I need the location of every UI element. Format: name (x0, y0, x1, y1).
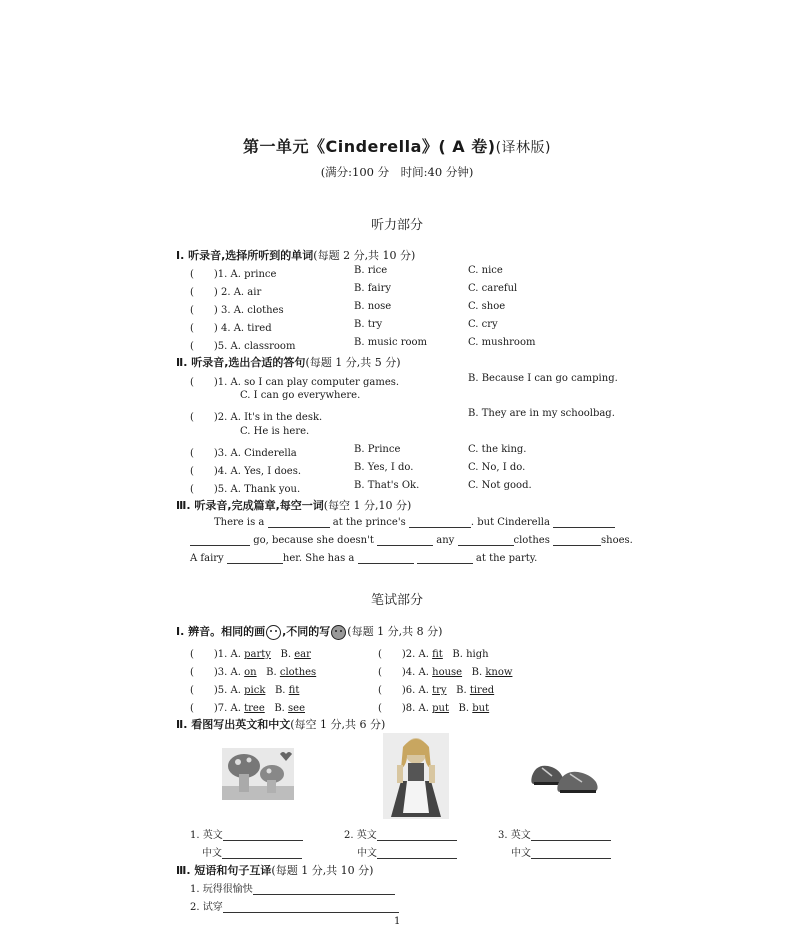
l3-text: her. She has a (282, 553, 355, 564)
shoes-picture (528, 756, 602, 796)
page-title (0, 134, 794, 157)
answer-line[interactable] (377, 846, 457, 859)
w1-q6 (378, 681, 494, 696)
l2-q2: ( )2. A. It's in the desk. (190, 412, 323, 423)
mushroom-picture (222, 748, 294, 800)
smiley-face-icon (266, 625, 281, 640)
w2-cn-label: 中文 (357, 848, 377, 859)
l2-q3-c: C. the king. (468, 444, 527, 455)
l2-q4: ( )4. A. Yes, I does. (190, 466, 302, 477)
w2-en-label: 1. 英文 (190, 830, 223, 841)
w1-heading-text2: ,不同的写 (282, 625, 331, 638)
w1-b-label: B. (458, 703, 470, 714)
w1-q3 (190, 663, 316, 678)
answer-blank[interactable] (553, 534, 601, 546)
w3-item-text: 1. 玩得很愉快 (190, 884, 253, 895)
l1-q4-b: B. try (354, 319, 383, 330)
answer-blank[interactable] (268, 516, 330, 528)
w2-heading (176, 716, 385, 732)
l1-q1: ( )1. A. prince (190, 269, 277, 280)
w1-heading (176, 623, 442, 640)
w2-en-label: 3. 英文 (498, 830, 531, 841)
w1-word-a: party (244, 649, 271, 660)
w1-word-b: see (288, 703, 305, 714)
w1-b-label: B. (452, 649, 463, 660)
answer-line[interactable] (531, 828, 611, 841)
answer-line[interactable] (223, 828, 303, 841)
w2-cn2-row (357, 844, 457, 859)
l2-q2-b: B. They are in my schoolbag. (468, 408, 615, 419)
answer-blank[interactable] (553, 516, 615, 528)
l3-text: any (436, 535, 455, 546)
title-edition: (译林版) (495, 140, 552, 156)
answer-blank[interactable] (417, 552, 473, 564)
w1-word-b: but (472, 703, 490, 714)
girl-picture (383, 733, 449, 819)
l2-q5-c: C. Not good. (468, 480, 532, 491)
w1-q1 (190, 645, 311, 660)
w1-note: (每题 1 分,共 8 分) (347, 625, 443, 638)
w1-q-num: ( )5. A. (190, 685, 241, 696)
w1-q-num: ( )7. A. (190, 703, 241, 714)
l1-q5-c: C. mushroom (468, 337, 536, 348)
w1-q-num: ( )6. A. (378, 685, 429, 696)
w1-word-a: fit (432, 649, 443, 660)
l1-q4: ( ) 4. A. tired (190, 323, 272, 334)
page-number: 1 (394, 916, 401, 927)
l2-q3: ( )3. A. Cinderella (190, 448, 297, 459)
l3-heading-text: Ⅲ. 听录音,完成篇章,每空一词 (176, 499, 324, 512)
w1-q-num: ( )3. A. (190, 667, 241, 678)
w3-item-text: 2. 试穿 (190, 902, 223, 913)
l3-text: A fairy (190, 553, 224, 564)
w1-word-b: fit (288, 685, 300, 696)
l1-q3-c: C. shoe (468, 301, 506, 312)
l1-q3-b: B. nose (354, 301, 392, 312)
w3-note: (每题 1 分,共 10 分) (271, 864, 374, 877)
w1-q7 (190, 699, 305, 714)
l3-text: shoes. (601, 535, 633, 546)
answer-line[interactable] (531, 846, 611, 859)
w2-cn1-row (202, 844, 302, 859)
w1-q-num: ( )4. A. (378, 667, 429, 678)
answer-line[interactable] (222, 846, 302, 859)
l1-q3: ( ) 3. A. clothes (190, 305, 284, 316)
l3-text: at the prince's (332, 517, 406, 528)
answer-blank[interactable] (377, 534, 433, 546)
l1-q1-b: B. rice (354, 265, 388, 276)
l2-q2-c: C. He is here. (240, 426, 310, 437)
l2-q3-b: B. Prince (354, 444, 401, 455)
w1-q4 (378, 663, 512, 678)
l1-heading-text: Ⅰ. 听录音,选择所听到的单词 (176, 249, 314, 262)
l3-note: (每空 1 分,10 分) (323, 499, 412, 512)
l1-q4-c: C. cry (468, 319, 498, 330)
w1-q-num: ( )1. A. (190, 649, 241, 660)
l3-heading (176, 497, 411, 513)
l1-q2-c: C. careful (468, 283, 518, 294)
w1-word-b: know (485, 667, 513, 678)
w1-b-label: B. (266, 667, 277, 678)
answer-blank[interactable] (358, 552, 414, 564)
w1-word-b: ear (294, 649, 311, 660)
l2-q5: ( )5. A. Thank you. (190, 484, 301, 495)
l3-line3 (190, 552, 537, 564)
l2-q4-c: C. No, I do. (468, 462, 526, 473)
w1-word-a: try (432, 685, 447, 696)
w3-item1 (190, 880, 395, 895)
w1-word-b: clothes (279, 667, 317, 678)
l3-text: at the party. (475, 553, 538, 564)
w1-word-b: high (466, 649, 489, 660)
w2-cn-label: 中文 (202, 848, 222, 859)
w1-word-a: on (244, 667, 257, 678)
answer-blank[interactable] (190, 534, 250, 546)
l1-q2: ( ) 2. A. air (190, 287, 262, 298)
answer-line[interactable] (253, 882, 395, 895)
l1-q5-b: B. music room (354, 337, 428, 348)
w1-b-label: B. (274, 703, 285, 714)
l1-q1-c: C. nice (468, 265, 503, 276)
l2-heading-text: Ⅱ. 听录音,选出合适的答句 (176, 356, 306, 369)
answer-line[interactable] (223, 900, 399, 913)
l1-q2-b: B. fairy (354, 283, 391, 294)
answer-blank[interactable] (409, 516, 471, 528)
answer-blank[interactable] (227, 552, 283, 564)
w1-q-num: ( )2. A. (378, 649, 429, 660)
l2-q1-c: C. I can go everywhere. (240, 390, 361, 401)
w1-b-label: B. (280, 649, 292, 660)
l3-text: There is a (214, 517, 265, 528)
w2-en2-row (344, 826, 457, 841)
listening-section-title: 听力部分 (370, 218, 423, 233)
w1-word-a: tree (244, 703, 265, 714)
l3-line2 (190, 534, 633, 546)
l2-note: (每题 1 分,共 5 分) (305, 356, 401, 369)
w2-heading-text: Ⅱ. 看图写出英文和中文 (176, 718, 291, 731)
sad-face-icon (331, 625, 346, 640)
writing-section-title: 笔试部分 (370, 593, 423, 608)
w2-en3-row (498, 826, 611, 841)
w1-word-b: tired (469, 685, 495, 696)
l2-q4-b: B. Yes, I do. (354, 462, 414, 473)
w2-en-label: 2. 英文 (344, 830, 377, 841)
w1-word-a: house (432, 667, 463, 678)
l3-line1 (214, 516, 615, 528)
answer-line[interactable] (377, 828, 457, 841)
w1-b-label: B. (274, 685, 286, 696)
l3-text: go, because she doesn't (253, 535, 374, 546)
w1-heading-text: Ⅰ. 辨音。相同的画 (176, 625, 266, 638)
w3-heading (176, 862, 373, 878)
w2-en1-row (190, 826, 303, 841)
title-main: 第一单元《Cinderella》( A 卷) (242, 137, 496, 156)
l1-heading (176, 247, 415, 263)
w2-note: (每空 1 分,共 6 分) (290, 718, 386, 731)
l2-q1-b: B. Because I can go camping. (468, 373, 618, 384)
w2-cn-label: 中文 (511, 848, 531, 859)
w3-heading-text: Ⅲ. 短语和句子互译 (176, 864, 272, 877)
l1-note: (每题 2 分,共 10 分) (313, 249, 416, 262)
answer-blank[interactable] (458, 534, 514, 546)
l3-text: clothes (513, 535, 550, 546)
l2-q5-b: B. That's Ok. (354, 480, 420, 491)
w3-item2 (190, 898, 399, 913)
w1-b-label: B. (471, 667, 483, 678)
w1-q8 (378, 699, 489, 714)
w2-cn3-row (511, 844, 611, 859)
l3-text: . but Cinderella (470, 517, 550, 528)
w1-word-a: put (432, 703, 449, 714)
w1-q5 (190, 681, 299, 696)
w1-word-a: pick (244, 685, 266, 696)
w1-q2 (378, 645, 489, 660)
score-line: (满分:100 分 时间:40 分钟) (320, 165, 474, 179)
w1-q-num: ( )8. A. (378, 703, 429, 714)
l2-heading (176, 354, 401, 370)
w1-b-label: B. (456, 685, 467, 696)
l2-q1: ( )1. A. so I can play computer games. (190, 377, 400, 388)
l1-q5: ( )5. A. classroom (190, 341, 296, 352)
